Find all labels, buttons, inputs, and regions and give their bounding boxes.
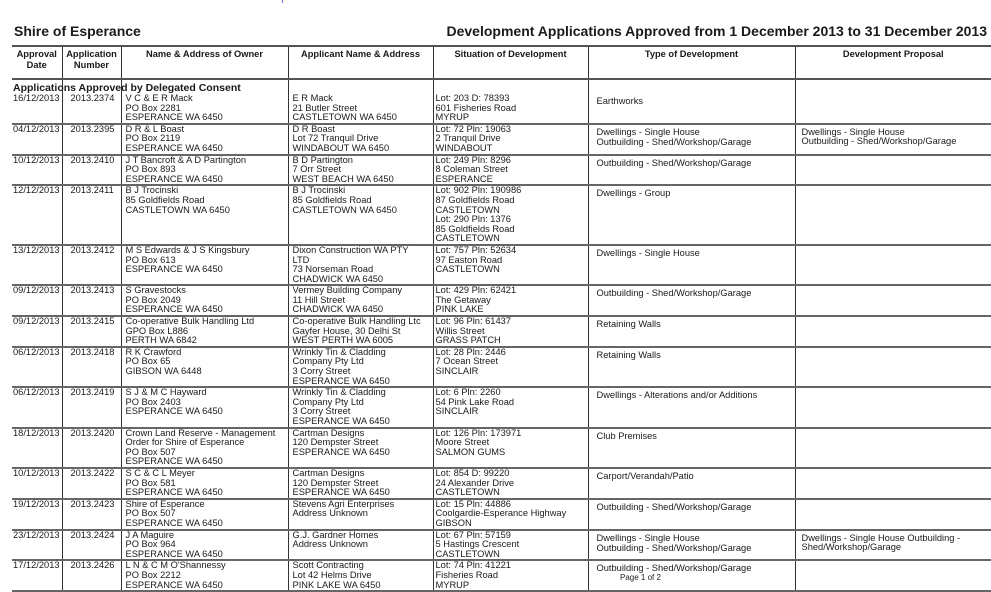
owner-line: ESPERANCE WA 6450 — [125, 579, 223, 590]
applicant-line: B J Trocinski — [292, 185, 346, 196]
development-proposal-cell — [795, 499, 991, 530]
application-number-cell: 2013.2395 — [62, 124, 121, 155]
applications-table — [12, 45, 991, 592]
owner-line: CASTLETOWN WA 6450 — [125, 204, 230, 215]
owner-line: ESPERANCE WA 6450 — [125, 112, 223, 123]
approval-date-cell: 17/12/2013 — [12, 560, 62, 591]
application-number-cell: 2013.2411 — [62, 185, 121, 245]
approval-date-cell: 19/12/2013 — [12, 499, 62, 530]
development-type-line: Club Premises — [596, 430, 657, 441]
section-spacer — [795, 79, 991, 94]
situation-cell — [433, 124, 588, 155]
owner-line: PO Box 893 — [125, 164, 176, 175]
owner-line: B J Trocinski — [125, 185, 179, 196]
situation-line: Lot: 429 Pln: 62421 — [435, 285, 517, 296]
situation-line: 97 Easton Road — [435, 254, 503, 265]
development-type-line: Dwellings - Alterations and/or Additions — [596, 390, 758, 401]
applicant-cell — [288, 428, 433, 468]
development-type-cell — [588, 530, 795, 561]
situation-line: MYRUP — [435, 112, 470, 123]
applicant-line: Address Unknown — [292, 508, 368, 519]
situation-line: 2 Tranquil Drive — [435, 133, 501, 144]
owner-cell — [121, 124, 288, 155]
applicant-line: LTD — [292, 254, 310, 265]
development-proposal-cell — [795, 468, 991, 499]
situation-line: ESPERANCE — [435, 173, 493, 184]
situation-line: SALMON GUMS — [435, 446, 506, 457]
applicant-line: 120 Dempster Street — [292, 437, 379, 448]
owner-line: PO Box 65 — [125, 356, 171, 367]
development-type-line: Outbuilding - Shed/Workshop/Garage — [596, 543, 752, 554]
applicant-line: 120 Dempster Street — [292, 477, 379, 488]
development-proposal-cell — [795, 316, 991, 347]
owner-cell — [121, 387, 288, 427]
situation-cell — [433, 499, 588, 530]
table-row — [12, 94, 991, 124]
applicant-line: WINDABOUT WA 6450 — [292, 142, 390, 153]
situation-line: WINDABOUT — [435, 142, 493, 153]
situation-line: Lot: 15 Pln: 44886 — [435, 498, 511, 509]
owner-line: Co-operative Bulk Handling Ltd — [125, 316, 255, 327]
situation-line: SINCLAIR — [435, 366, 479, 377]
applicant-line: 7 Orr Street — [292, 164, 342, 175]
table-row — [12, 155, 991, 186]
situation-cell — [433, 560, 588, 591]
applicant-line: Company Pty Ltd — [292, 356, 364, 367]
applicant-line: WEST PERTH WA 6005 — [292, 335, 394, 346]
development-type-line: Outbuilding - Shed/Workshop/Garage — [596, 501, 752, 512]
owner-line: R K Crawford — [125, 346, 182, 357]
development-proposal-cell — [795, 124, 991, 155]
owner-cell — [121, 347, 288, 387]
owner-line: S J & M C Hayward — [125, 387, 207, 398]
development-type-line: Outbuilding - Shed/Workshop/Garage — [596, 288, 752, 299]
section-spacer — [588, 79, 795, 94]
situation-cell — [433, 530, 588, 561]
approval-date-cell: 18/12/2013 — [12, 428, 62, 468]
situation-cell — [433, 185, 588, 245]
applicant-cell — [288, 185, 433, 245]
development-type-line: Carport/Verandah/Patio — [596, 470, 694, 481]
owner-cell — [121, 185, 288, 245]
development-type-line: Outbuilding - Shed/Workshop/Garage — [596, 563, 752, 574]
applicant-line: D R Boast — [292, 123, 335, 134]
section-title: Applications Approved by Delegated Consent — [13, 82, 241, 94]
applicant-line: 3 Corry Street — [292, 406, 351, 417]
table-row — [12, 468, 991, 499]
situation-cell — [433, 347, 588, 387]
situation-line: Lot: 96 Pln: 61437 — [435, 316, 511, 327]
applicant-line: E R Mack — [292, 93, 333, 103]
organisation-title: Shire of Esperance — [14, 23, 141, 39]
applicant-line: CASTLETOWN WA 6450 — [292, 112, 397, 123]
application-number-cell: 2013.2426 — [62, 560, 121, 591]
development-type-cell — [588, 468, 795, 499]
owner-cell — [121, 285, 288, 316]
section-cell — [12, 79, 241, 94]
development-type-cell — [588, 316, 795, 347]
owner-cell — [121, 468, 288, 499]
owner-line: ESPERANCE WA 6450 — [125, 456, 223, 467]
situation-line: Willis Street — [435, 325, 485, 336]
owner-line: GIBSON WA 6448 — [125, 366, 202, 377]
table-row — [12, 245, 991, 285]
applicant-line: 73 Norseman Road — [292, 264, 374, 275]
development-proposal-cell — [795, 530, 991, 561]
situation-cell — [433, 316, 588, 347]
application-number-cell: 2013.2413 — [62, 285, 121, 316]
development-type-line: Retaining Walls — [596, 349, 661, 360]
approval-date-cell: 09/12/2013 — [12, 285, 62, 316]
owner-line: 85 Goldfields Road — [125, 194, 205, 205]
table-row — [12, 387, 991, 427]
applicant-cell — [288, 94, 433, 124]
situation-line: CASTLETOWN — [435, 487, 500, 498]
situation-line: Lot: 74 Pln: 41221 — [435, 560, 511, 571]
owner-line: S Gravestocks — [125, 285, 186, 296]
owner-line: J T Bancroft & A D Partington — [125, 154, 247, 165]
col-header-approval-date: Approval Date — [12, 46, 62, 79]
situation-line: Fisheries Road — [435, 569, 499, 580]
applicant-line: ESPERANCE WA 6450 — [292, 446, 390, 457]
situation-line: 87 Goldfields Road — [435, 194, 515, 205]
situation-line: GIBSON — [435, 517, 472, 528]
report-title: Development Applications Approved from 1 December 2013 to 31 December 2013 — [446, 23, 987, 39]
situation-line: Lot: 757 Pln: 52634 — [435, 244, 517, 255]
owner-line: PO Box 613 — [125, 254, 176, 265]
situation-line: MYRUP — [435, 579, 470, 590]
owner-line: D R & L Boast — [125, 123, 185, 134]
development-proposal-cell — [795, 560, 991, 591]
situation-cell — [433, 428, 588, 468]
table-row — [12, 124, 991, 155]
owner-cell — [121, 155, 288, 186]
applicant-line: ESPERANCE WA 6450 — [292, 487, 390, 498]
owner-line: ESPERANCE WA 6450 — [125, 406, 223, 417]
applicant-cell — [288, 499, 433, 530]
applicant-line: Dixon Construction WA PTY — [292, 244, 409, 255]
application-number-cell: 2013.2410 — [62, 155, 121, 186]
application-number-cell: 2013.2419 — [62, 387, 121, 427]
col-header-application-number: Application Number — [62, 46, 121, 79]
development-proposal-cell — [795, 185, 991, 245]
approval-date-cell: 10/12/2013 — [12, 468, 62, 499]
owner-line: M S Edwards & J S Kingsbury — [125, 244, 250, 255]
owner-line: ESPERANCE WA 6450 — [125, 517, 223, 528]
owner-line: ESPERANCE WA 6450 — [125, 142, 223, 153]
development-proposal-line: Dwellings - Single House — [801, 126, 905, 137]
situation-line: Lot: 72 Pln: 19063 — [435, 123, 511, 134]
situation-line: CASTLETOWN — [435, 264, 500, 275]
situation-line: Lot: 902 Pln: 190986 — [435, 185, 522, 196]
development-proposal-cell — [795, 94, 991, 124]
col-header-owner: Name & Address of Owner — [121, 46, 288, 79]
development-proposal-cell — [795, 155, 991, 186]
owner-line: PERTH WA 6842 — [125, 335, 197, 346]
col-header-situation: Situation of Development — [433, 46, 588, 79]
situation-line: Coolgardie-Esperance Highway — [435, 508, 567, 519]
applicant-cell — [288, 124, 433, 155]
owner-cell — [121, 245, 288, 285]
owner-line: Shire of Esperance — [125, 498, 205, 509]
situation-cell — [433, 387, 588, 427]
applicant-line: Wrinkly Tin & Cladding — [292, 346, 386, 357]
situation-line: CASTLETOWN — [435, 548, 500, 559]
application-number-cell: 2013.2420 — [62, 428, 121, 468]
development-type-cell — [588, 94, 795, 124]
applicant-line: G.J. Gardner Homes — [292, 529, 379, 540]
situation-line: Lot: 203 D: 78393 — [435, 93, 510, 103]
situation-line: The Getaway — [435, 294, 491, 305]
development-proposal-line: Outbuilding - Shed/Workshop/Garage — [801, 136, 957, 147]
situation-line: 24 Alexander Drive — [435, 477, 515, 488]
development-type-cell — [588, 245, 795, 285]
development-proposal-cell — [795, 347, 991, 387]
owner-line: ESPERANCE WA 6450 — [125, 304, 223, 315]
applicant-line: Lot 72 Tranquil Drive — [292, 133, 379, 144]
situation-line: Lot: 249 Pln: 8296 — [435, 154, 511, 165]
applicant-line: Cartman Designs — [292, 467, 365, 478]
table-row — [12, 185, 991, 245]
owner-line: PO Box 2403 — [125, 396, 181, 407]
owner-line: PO Box 2049 — [125, 294, 181, 305]
section-spacer — [288, 79, 433, 94]
owner-cell — [121, 499, 288, 530]
application-number-cell: 2013.2422 — [62, 468, 121, 499]
owner-line: Crown Land Reserve - Management — [125, 427, 276, 438]
owner-cell — [121, 560, 288, 591]
owner-line: PO Box 2212 — [125, 569, 181, 580]
situation-line: 601 Fisheries Road — [435, 102, 517, 113]
page-number: Page 1 of 2 — [620, 573, 661, 582]
situation-cell — [433, 245, 588, 285]
owner-line: PO Box 507 — [125, 508, 176, 519]
situation-line: 7 Ocean Street — [435, 356, 499, 367]
approval-date-cell: 23/12/2013 — [12, 530, 62, 561]
applicant-cell — [288, 530, 433, 561]
development-proposal-line: Shed/Workshop/Garage — [801, 542, 902, 553]
owner-line: L N & C M O'Shannessy — [125, 560, 226, 571]
owner-line: PO Box 964 — [125, 539, 176, 550]
applicant-line: CHADWICK WA 6450 — [292, 304, 384, 315]
approval-date-cell: 12/12/2013 — [12, 185, 62, 245]
applicant-line: PINK LAKE WA 6450 — [292, 579, 381, 590]
applicant-line: CASTLETOWN WA 6450 — [292, 204, 397, 215]
situation-line: Moore Street — [435, 437, 490, 448]
application-number-cell: 2013.2374 — [62, 94, 121, 124]
applicant-cell — [288, 316, 433, 347]
owner-cell — [121, 316, 288, 347]
owner-line: ESPERANCE WA 6450 — [125, 487, 223, 498]
development-proposal-cell — [795, 428, 991, 468]
applicant-cell — [288, 285, 433, 316]
development-type-cell — [588, 499, 795, 530]
applicant-cell — [288, 387, 433, 427]
applicant-cell — [288, 347, 433, 387]
development-type-line: Dwellings - Single House — [596, 126, 700, 137]
situation-line: 8 Coleman Street — [435, 164, 508, 175]
applicant-line: Wrinkly Tin & Cladding — [292, 387, 386, 398]
applicant-line: ESPERANCE WA 6450 — [292, 416, 390, 426]
approval-date-cell: 04/12/2013 — [12, 124, 62, 155]
application-number-cell: 2013.2412 — [62, 245, 121, 285]
approval-date-cell: 06/12/2013 — [12, 347, 62, 387]
applicant-line: Cartman Designs — [292, 427, 365, 438]
owner-line: ESPERANCE WA 6450 — [125, 548, 223, 559]
situation-line: PINK LAKE — [435, 304, 484, 315]
approval-date-cell: 06/12/2013 — [12, 387, 62, 427]
section-spacer — [433, 79, 588, 94]
table-row — [12, 560, 991, 591]
owner-cell — [121, 530, 288, 561]
owner-line: PO Box 2281 — [125, 102, 181, 113]
page-mark — [282, 0, 283, 3]
applicant-line: Gayfer House, 30 Delhi St — [292, 325, 401, 336]
section-row — [12, 79, 991, 94]
table-row — [12, 530, 991, 561]
application-number-cell: 2013.2423 — [62, 499, 121, 530]
development-type-line: Retaining Walls — [596, 319, 661, 330]
applicant-line: WEST BEACH WA 6450 — [292, 173, 394, 184]
owner-line: V C & E R Mack — [125, 93, 193, 103]
owner-line: PO Box 581 — [125, 477, 176, 488]
owner-cell — [121, 428, 288, 468]
development-proposal-cell — [795, 387, 991, 427]
table-row — [12, 285, 991, 316]
situation-line: SINCLAIR — [435, 406, 479, 417]
owner-line: PO Box 2119 — [125, 133, 181, 144]
owner-line: PO Box 507 — [125, 446, 176, 457]
development-type-line: Dwellings - Single House — [596, 532, 700, 543]
col-header-proposal: Development Proposal — [795, 46, 991, 79]
applicant-line: Lot 42 Helms Drive — [292, 569, 372, 580]
owner-line: ESPERANCE WA 6450 — [125, 173, 223, 184]
development-proposal-line: Dwellings - Single House Outbuilding - — [801, 532, 961, 543]
owner-line: ESPERANCE WA 6450 — [125, 264, 223, 275]
situation-line: 54 Pink Lake Road — [435, 396, 515, 407]
applicant-cell — [288, 245, 433, 285]
applicant-line: 21 Butler Street — [292, 102, 358, 113]
development-type-cell — [588, 347, 795, 387]
situation-cell — [433, 155, 588, 186]
owner-line: GPO Box L886 — [125, 325, 189, 336]
applicant-line: 85 Goldfields Road — [292, 194, 372, 205]
applicant-cell — [288, 468, 433, 499]
approval-date-cell: 09/12/2013 — [12, 316, 62, 347]
development-type-cell — [588, 428, 795, 468]
situation-line: Lot: 67 Pln: 57159 — [435, 529, 511, 540]
applicant-line: Scott Contracting — [292, 560, 364, 571]
owner-cell — [121, 94, 288, 124]
situation-line: Lot: 854 D: 99220 — [435, 467, 510, 478]
approval-date-cell: 16/12/2013 — [12, 94, 62, 124]
situation-cell — [433, 94, 588, 124]
development-proposal-cell — [795, 245, 991, 285]
applicant-line: Company Pty Ltd — [292, 396, 364, 407]
applicant-line: 3 Corry Street — [292, 366, 351, 377]
applicant-line: Stevens Agri Enterprises — [292, 498, 395, 509]
owner-line: J A Maguire — [125, 529, 175, 540]
owner-line: S C & C L Meyer — [125, 467, 195, 478]
situation-line: CASTLETOWN — [435, 233, 500, 244]
table-row — [12, 316, 991, 347]
applicant-line: Address Unknown — [292, 539, 368, 550]
applicant-line: 11 Hill Street — [292, 294, 346, 305]
situation-line: CASTLETOWN — [435, 204, 500, 215]
table-row — [12, 428, 991, 468]
table-row — [12, 499, 991, 530]
development-type-cell — [588, 124, 795, 155]
development-type-line: Outbuilding - Shed/Workshop/Garage — [596, 157, 752, 168]
situation-cell — [433, 468, 588, 499]
approval-date-cell: 10/12/2013 — [12, 155, 62, 186]
col-header-type: Type of Development — [588, 46, 795, 79]
col-header-applicant: Applicant Name & Address — [288, 46, 433, 79]
approval-date-cell: 13/12/2013 — [12, 245, 62, 285]
applicant-cell — [288, 155, 433, 186]
development-type-cell — [588, 285, 795, 316]
development-type-cell — [588, 155, 795, 186]
owner-line: Order for Shire of Esperance — [125, 437, 245, 448]
situation-line: Lot: 6 Pln: 2260 — [435, 387, 501, 398]
development-type-line: Dwellings - Single House — [596, 247, 700, 258]
applicant-line: ESPERANCE WA 6450 — [292, 375, 390, 386]
applicant-line: CHADWICK WA 6450 — [292, 273, 384, 284]
applicant-line: B D Partington — [292, 154, 353, 165]
development-type-cell — [588, 185, 795, 245]
development-proposal-cell — [795, 285, 991, 316]
development-type-line: Earthworks — [596, 96, 643, 106]
development-type-cell — [588, 387, 795, 427]
application-number-cell: 2013.2424 — [62, 530, 121, 561]
development-type-line: Dwellings - Group — [596, 188, 671, 199]
situation-line: Lot: 28 Pln: 2446 — [435, 346, 506, 357]
situation-cell — [433, 285, 588, 316]
application-number-cell: 2013.2415 — [62, 316, 121, 347]
situation-line: 85 Goldfields Road — [435, 223, 515, 234]
applicant-cell — [288, 560, 433, 591]
applicant-line: Co-operative Bulk Handling Ltc — [292, 316, 421, 327]
situation-line: Lot: 290 Pln: 1376 — [435, 214, 511, 225]
table-header-row — [12, 46, 991, 79]
situation-line: 5 Hastings Crescent — [435, 539, 520, 550]
situation-line: GRASS PATCH — [435, 335, 501, 346]
applicant-line: Vermey Building Company — [292, 285, 403, 296]
development-type-line: Outbuilding - Shed/Workshop/Garage — [596, 137, 752, 148]
situation-line: Lot: 126 Pln: 173971 — [435, 427, 522, 438]
table-row — [12, 347, 991, 387]
application-number-cell: 2013.2418 — [62, 347, 121, 387]
